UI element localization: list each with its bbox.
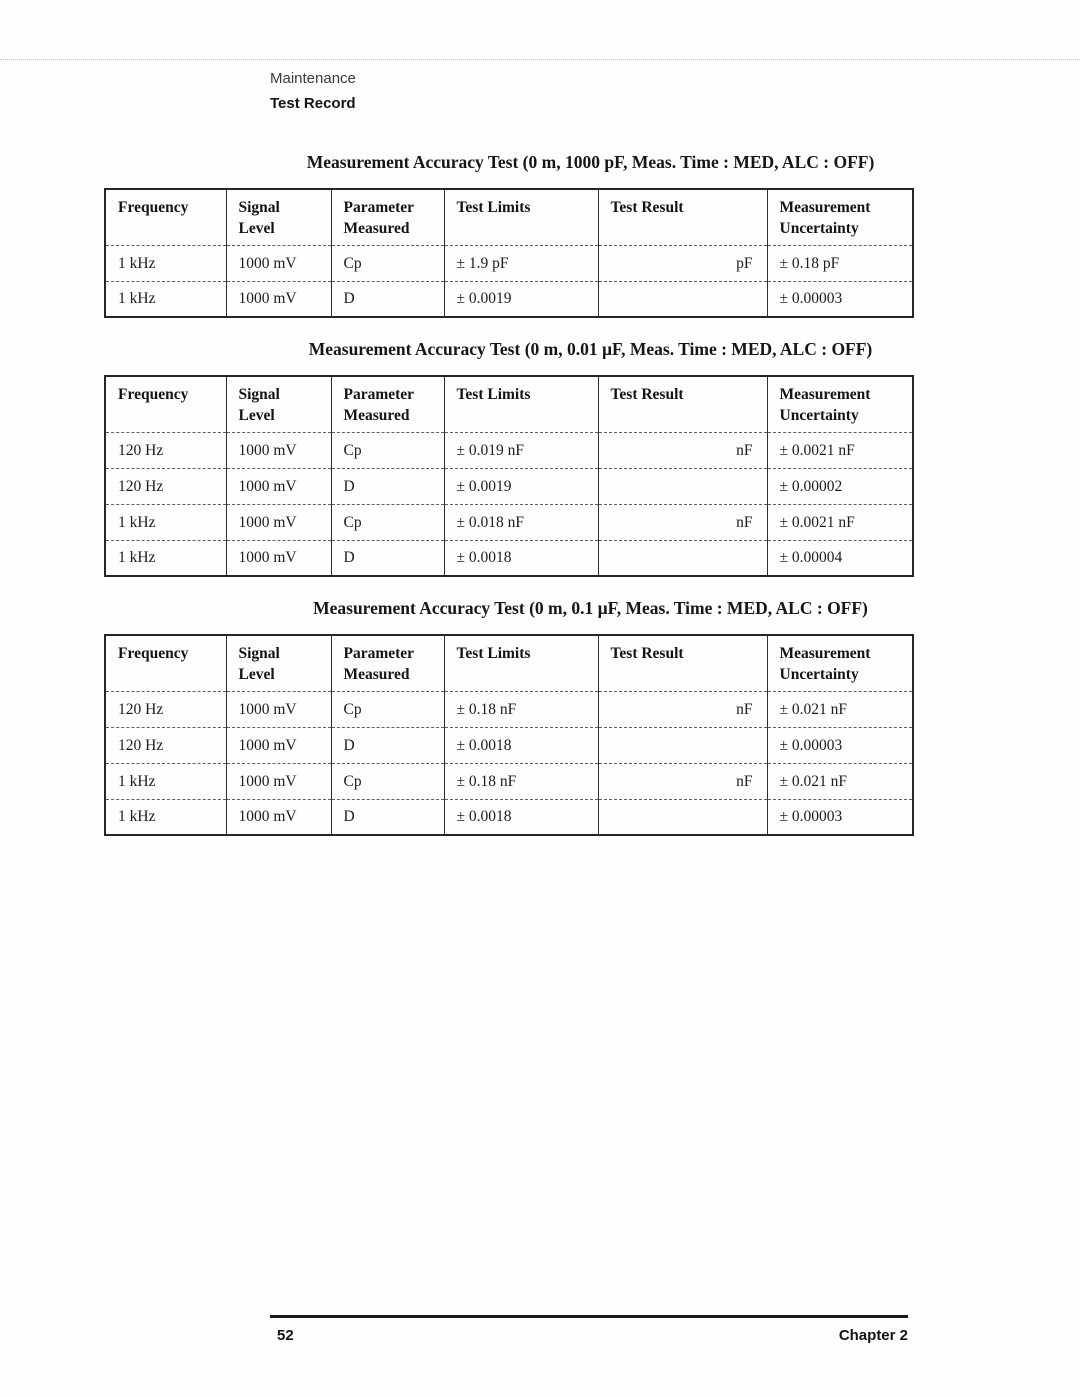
column-header-line: Uncertainty xyxy=(779,407,859,424)
table-cell: 1000 mV xyxy=(226,727,331,763)
breadcrumb: Maintenance xyxy=(270,70,356,87)
table-cell: ± 0.00002 xyxy=(767,468,913,504)
column-header xyxy=(226,189,331,245)
test-result-cell xyxy=(598,799,767,835)
table-title: Measurement Accuracy Test (0 m, 0.1 µF, Meas. Time : MED, ALC : OFF) xyxy=(313,598,868,618)
table-cell: D xyxy=(331,799,444,835)
test-result-cell: nF xyxy=(598,504,767,540)
column-header xyxy=(598,189,767,245)
column-header-line: Test Result xyxy=(610,199,684,216)
table-cell: 1000 mV xyxy=(226,245,331,281)
table-cell: 120 Hz xyxy=(105,468,226,504)
scan-artifact-dotted-line xyxy=(0,59,1080,60)
table-cell: ± 0.0021 nF xyxy=(767,504,913,540)
column-header xyxy=(767,189,913,245)
column-header xyxy=(105,635,226,691)
column-header xyxy=(767,635,913,691)
footer-rule xyxy=(270,1315,908,1318)
table-cell: ± 0.021 nF xyxy=(767,691,913,727)
table-cell: Cp xyxy=(331,245,444,281)
table-cell: ± 0.019 nF xyxy=(444,432,598,468)
document-header xyxy=(270,66,356,116)
column-header-line: Uncertainty xyxy=(779,220,859,237)
column-header xyxy=(767,376,913,432)
table-cell: 1 kHz xyxy=(105,245,226,281)
page-number: 52 xyxy=(277,1327,294,1344)
column-header xyxy=(105,189,226,245)
table-cell: ± 0.0019 xyxy=(444,468,598,504)
column-header-line: Measured xyxy=(343,666,410,683)
column-header xyxy=(331,189,444,245)
table-cell: Cp xyxy=(331,763,444,799)
table-cell: ± 0.18 nF xyxy=(444,691,598,727)
table-cell: 120 Hz xyxy=(105,691,226,727)
tables-container xyxy=(104,140,912,836)
table-cell: 1000 mV xyxy=(226,540,331,576)
column-header-line: Level xyxy=(238,220,275,237)
column-header-line: Signal xyxy=(238,645,280,662)
table-cell: D xyxy=(331,281,444,317)
table-cell: ± 0.018 nF xyxy=(444,504,598,540)
test-result-cell xyxy=(598,727,767,763)
table-cell: ± 0.0018 xyxy=(444,799,598,835)
test-result-cell xyxy=(598,281,767,317)
table-cell: 120 Hz xyxy=(105,432,226,468)
column-header-line: Frequency xyxy=(118,645,189,662)
table-cell: ± 1.9 pF xyxy=(444,245,598,281)
table-row xyxy=(105,432,913,468)
table-cell: Cp xyxy=(331,691,444,727)
column-header-line: Measurement xyxy=(779,645,871,662)
table-cell: 1000 mV xyxy=(226,763,331,799)
table-row xyxy=(105,504,913,540)
column-header xyxy=(331,635,444,691)
column-header-line: Test Limits xyxy=(456,199,531,216)
table-row xyxy=(105,468,913,504)
table-cell: 1000 mV xyxy=(226,504,331,540)
column-header xyxy=(226,635,331,691)
table-cell: ± 0.00004 xyxy=(767,540,913,576)
section-title: Test Record xyxy=(270,95,356,112)
table-cell: D xyxy=(331,727,444,763)
table-row xyxy=(105,245,913,281)
table-row xyxy=(105,799,913,835)
table-row xyxy=(105,691,913,727)
table-title: Measurement Accuracy Test (0 m, 1000 pF, Meas. Time : MED, ALC : OFF) xyxy=(306,152,875,172)
test-result-cell: nF xyxy=(598,432,767,468)
table-cell: 1 kHz xyxy=(105,799,226,835)
test-result-cell: nF xyxy=(598,691,767,727)
table-cell: 1000 mV xyxy=(226,281,331,317)
column-header xyxy=(444,635,598,691)
column-header-line: Test Result xyxy=(610,645,684,662)
column-header xyxy=(598,635,767,691)
column-header-line: Parameter xyxy=(343,386,415,403)
column-header-line: Parameter xyxy=(343,199,415,216)
measurement-test-section xyxy=(104,152,912,318)
column-header-line: Level xyxy=(238,666,275,683)
table-cell: 1000 mV xyxy=(226,691,331,727)
column-header-line: Uncertainty xyxy=(779,666,859,683)
header-row xyxy=(105,189,913,245)
column-header xyxy=(331,376,444,432)
table-row xyxy=(105,281,913,317)
column-header-line: Signal xyxy=(238,386,280,403)
test-result-cell: nF xyxy=(598,763,767,799)
column-header-line: Measurement xyxy=(779,386,871,403)
table-cell: D xyxy=(331,540,444,576)
table-row xyxy=(105,763,913,799)
table-cell: Cp xyxy=(331,432,444,468)
measurement-test-section xyxy=(104,339,912,577)
table-cell: ± 0.00003 xyxy=(767,281,913,317)
measurement-table xyxy=(104,375,914,577)
table-cell: ± 0.021 nF xyxy=(767,763,913,799)
table-cell: 1000 mV xyxy=(226,799,331,835)
table-cell: 1000 mV xyxy=(226,432,331,468)
table-cell: 1 kHz xyxy=(105,281,226,317)
test-result-cell xyxy=(598,540,767,576)
table-cell: ± 0.18 pF xyxy=(767,245,913,281)
column-header-line: Level xyxy=(238,407,275,424)
chapter-label: Chapter 2 xyxy=(838,1327,908,1344)
table-cell: 1 kHz xyxy=(105,540,226,576)
column-header xyxy=(598,376,767,432)
table-cell: D xyxy=(331,468,444,504)
table-row xyxy=(105,727,913,763)
table-cell: ± 0.0019 xyxy=(444,281,598,317)
column-header-line: Test Result xyxy=(610,386,684,403)
column-header-line: Measured xyxy=(343,407,410,424)
measurement-table xyxy=(104,634,914,836)
table-cell: ± 0.0018 xyxy=(444,540,598,576)
test-result-cell xyxy=(598,468,767,504)
table-cell: 1 kHz xyxy=(105,504,226,540)
column-header-line: Frequency xyxy=(118,386,189,403)
column-header xyxy=(444,189,598,245)
header-row xyxy=(105,635,913,691)
column-header-line: Signal xyxy=(238,199,280,216)
column-header-line: Test Limits xyxy=(456,645,531,662)
measurement-test-section xyxy=(104,598,912,836)
table-cell: ± 0.00003 xyxy=(767,799,913,835)
column-header xyxy=(105,376,226,432)
header-row xyxy=(105,376,913,432)
column-header-line: Measurement xyxy=(779,199,871,216)
table-cell: ± 0.00003 xyxy=(767,727,913,763)
table-cell: 1 kHz xyxy=(105,763,226,799)
column-header-line: Test Limits xyxy=(456,386,531,403)
table-row xyxy=(105,540,913,576)
column-header-line: Frequency xyxy=(118,199,189,216)
document-footer xyxy=(270,1315,908,1344)
column-header-line: Parameter xyxy=(343,645,415,662)
table-cell: 1000 mV xyxy=(226,468,331,504)
measurement-table xyxy=(104,188,914,318)
footer-row xyxy=(270,1327,908,1344)
column-header xyxy=(226,376,331,432)
table-cell: ± 0.18 nF xyxy=(444,763,598,799)
table-cell: ± 0.0018 xyxy=(444,727,598,763)
table-title: Measurement Accuracy Test (0 m, 0.01 µF, Meas. Time : MED, ALC : OFF) xyxy=(308,339,873,359)
test-result-cell: pF xyxy=(598,245,767,281)
table-cell: ± 0.0021 nF xyxy=(767,432,913,468)
column-header-line: Measured xyxy=(343,220,410,237)
table-cell: Cp xyxy=(331,504,444,540)
column-header xyxy=(444,376,598,432)
table-cell: 120 Hz xyxy=(105,727,226,763)
